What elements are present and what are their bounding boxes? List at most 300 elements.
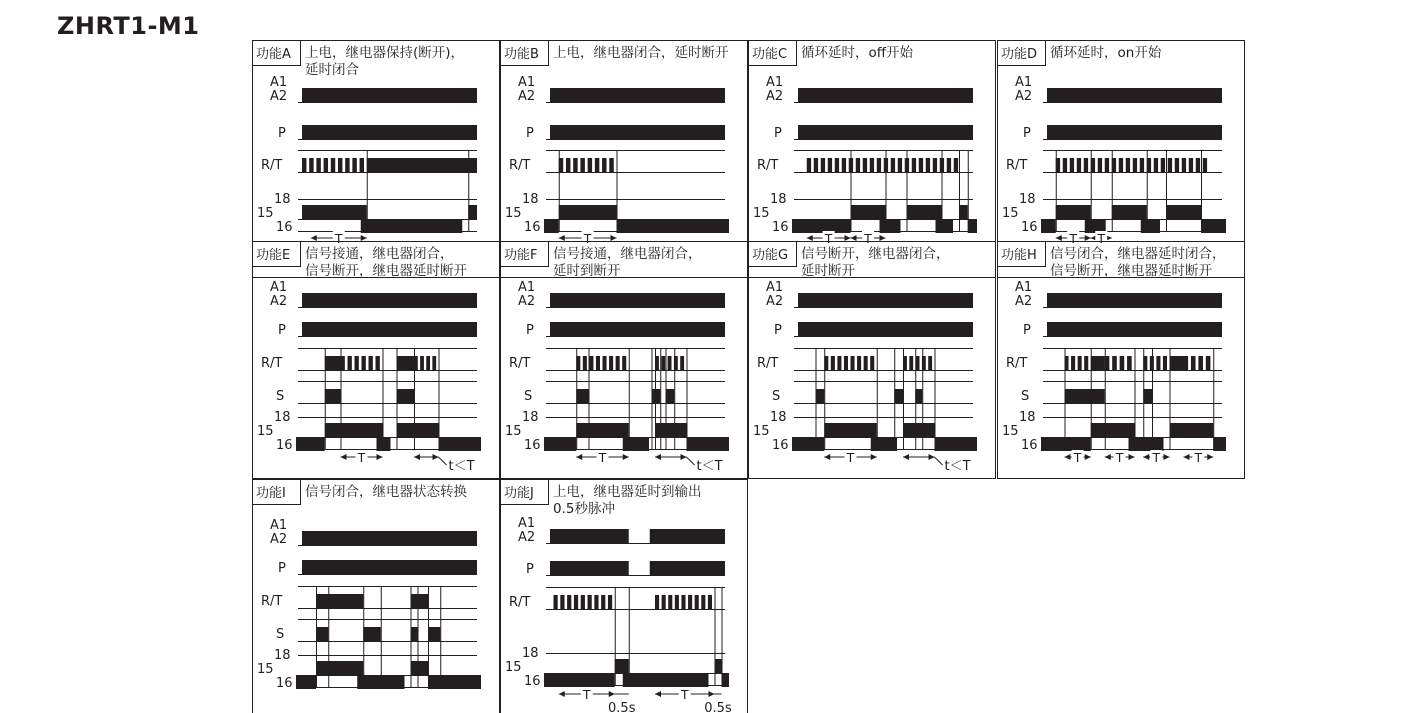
rt-blink-mark bbox=[302, 158, 306, 172]
rt-blink-mark bbox=[1161, 158, 1165, 172]
panel-i bbox=[253, 480, 500, 713]
rt-blink-mark bbox=[909, 356, 913, 370]
leader-line bbox=[439, 457, 447, 465]
function-label-box bbox=[253, 480, 301, 505]
function-label: 功能G bbox=[752, 248, 789, 263]
rt-blink-mark bbox=[675, 595, 679, 609]
rt-blink-mark bbox=[1203, 158, 1207, 172]
signal-label-a2: A2 bbox=[270, 294, 288, 309]
contact-16-bar bbox=[935, 437, 978, 451]
contact-16-bar bbox=[428, 675, 481, 689]
signal-label-p: P bbox=[526, 126, 534, 141]
signal-label-p: P bbox=[774, 323, 782, 338]
contact-16-bar bbox=[871, 437, 897, 451]
signal-s-bar bbox=[363, 627, 381, 641]
rt-blink-mark bbox=[844, 356, 848, 370]
rt-blink-mark bbox=[856, 158, 860, 172]
rt-blink-mark bbox=[807, 158, 811, 172]
power-bar bbox=[550, 561, 629, 575]
rt-on-bar bbox=[1170, 356, 1184, 370]
signal-label-rt: R/T bbox=[1006, 158, 1028, 173]
rt-blink-mark bbox=[602, 158, 606, 172]
contact-16-bar bbox=[880, 219, 901, 233]
signal-s-bar bbox=[325, 389, 341, 403]
rt-on-bar bbox=[397, 356, 415, 370]
rt-blink-mark bbox=[680, 356, 684, 370]
function-label: 功能D bbox=[1001, 47, 1038, 62]
rt-blink-mark bbox=[609, 158, 613, 172]
timing-label-t: T bbox=[598, 450, 607, 465]
contact-label-18: 18 bbox=[274, 192, 291, 207]
function-label: 功能E bbox=[256, 248, 291, 263]
rt-blink-mark bbox=[345, 158, 349, 172]
contact-16-bar bbox=[1201, 219, 1226, 233]
signal-label-s: S bbox=[276, 627, 285, 642]
rt-blink-mark bbox=[681, 595, 685, 609]
rt-blink-mark bbox=[376, 356, 380, 370]
contact-label-18: 18 bbox=[522, 410, 539, 425]
rt-blink-mark bbox=[420, 356, 424, 370]
timing-label-t: T bbox=[680, 687, 689, 702]
contact-label-15: 15 bbox=[505, 660, 522, 675]
contact-18-bar bbox=[1166, 205, 1201, 219]
contact-16-bar bbox=[968, 219, 977, 233]
power-bar bbox=[302, 88, 477, 102]
signal-label-a2: A2 bbox=[518, 89, 536, 104]
contact-label-16: 16 bbox=[276, 220, 293, 235]
power-bar bbox=[302, 125, 477, 139]
contact-18-bar bbox=[715, 659, 722, 673]
contact-label-15: 15 bbox=[1002, 206, 1019, 221]
contact-16-bar bbox=[544, 437, 576, 451]
contact-16-bar bbox=[617, 219, 730, 233]
rt-blink-mark bbox=[891, 158, 895, 172]
contact-16-bar bbox=[544, 673, 615, 687]
signal-label-a2: A2 bbox=[1015, 294, 1033, 309]
contact-16-bar bbox=[361, 219, 463, 233]
contact-label-15: 15 bbox=[505, 424, 522, 439]
signal-label-a2: A2 bbox=[270, 89, 288, 104]
contact-16-bar bbox=[1129, 437, 1164, 451]
rt-blink-mark bbox=[580, 158, 584, 172]
signal-s-bar bbox=[397, 389, 415, 403]
rt-blink-mark bbox=[331, 158, 335, 172]
contact-label-15: 15 bbox=[1002, 424, 1019, 439]
signal-s-bar bbox=[411, 627, 418, 641]
rt-blink-mark bbox=[835, 158, 839, 172]
function-label: 功能C bbox=[752, 47, 788, 62]
signal-label-a1: A1 bbox=[270, 75, 288, 90]
rt-blink-mark bbox=[554, 595, 558, 609]
contact-label-16: 16 bbox=[524, 674, 541, 689]
contact-16-bar bbox=[792, 219, 851, 233]
function-description: 信号接通，继电器闭合， bbox=[305, 246, 454, 262]
function-description: 信号闭合，继电器状态转换 bbox=[305, 484, 467, 500]
timing-label-t-lt-t: t＜T bbox=[696, 459, 723, 474]
signal-s-bar bbox=[666, 389, 675, 403]
signal-label-rt: R/T bbox=[261, 158, 283, 173]
signal-label-a1: A1 bbox=[270, 518, 288, 533]
rt-blink-mark bbox=[1126, 158, 1130, 172]
signal-label-p: P bbox=[1023, 126, 1031, 141]
contact-label-18: 18 bbox=[274, 410, 291, 425]
function-description: 上电，继电器延时到输出 bbox=[553, 484, 702, 500]
rt-blink-mark bbox=[316, 158, 320, 172]
leader-line bbox=[935, 457, 943, 465]
rt-blink-mark bbox=[352, 158, 356, 172]
rt-blink-mark bbox=[1150, 356, 1154, 370]
rt-blink-mark bbox=[814, 158, 818, 172]
contact-label-18: 18 bbox=[522, 192, 539, 207]
rt-blink-mark bbox=[1084, 158, 1088, 172]
contact-16-bar bbox=[623, 673, 709, 687]
timing-label-t: T bbox=[1069, 231, 1078, 246]
function-description: 上电，继电器保持(断开)， bbox=[305, 45, 465, 61]
signal-label-s: S bbox=[524, 389, 533, 404]
contact-18-bar bbox=[576, 423, 629, 437]
rt-blink-mark bbox=[594, 595, 598, 609]
signal-label-rt: R/T bbox=[509, 158, 531, 173]
contact-16-bar bbox=[722, 673, 730, 687]
rt-blink-mark bbox=[309, 158, 313, 172]
rt-blink-mark bbox=[1127, 356, 1132, 370]
signal-label-rt: R/T bbox=[757, 356, 779, 371]
function-description: 循环延时，off开始 bbox=[801, 45, 914, 61]
power-bar bbox=[550, 293, 725, 307]
contact-label-15: 15 bbox=[753, 424, 770, 439]
power-bar bbox=[650, 529, 725, 543]
function-label: 功能F bbox=[504, 248, 538, 263]
signal-label-s: S bbox=[276, 389, 285, 404]
contact-16-bar bbox=[439, 437, 482, 451]
rt-blink-mark bbox=[560, 595, 564, 609]
signal-label-a1: A1 bbox=[1015, 75, 1033, 90]
signal-label-p: P bbox=[278, 561, 286, 576]
contact-18-bar bbox=[411, 661, 429, 675]
contact-label-18: 18 bbox=[1019, 192, 1036, 207]
panel-j bbox=[501, 480, 748, 713]
rt-blink-mark bbox=[360, 158, 364, 172]
contact-label-18: 18 bbox=[770, 192, 787, 207]
contact-label-16: 16 bbox=[1021, 438, 1038, 453]
rt-blink-mark bbox=[933, 158, 937, 172]
rt-blink-mark bbox=[661, 356, 665, 370]
power-bar bbox=[1047, 125, 1222, 139]
rt-blink-mark bbox=[851, 356, 855, 370]
contact-label-16: 16 bbox=[524, 220, 541, 235]
timing-label-t: T bbox=[846, 450, 855, 465]
signal-label-a1: A1 bbox=[766, 75, 784, 90]
contact-16-bar bbox=[1141, 219, 1160, 233]
rt-blink-mark bbox=[324, 158, 328, 172]
rt-blink-mark bbox=[616, 356, 620, 370]
rt-blink-mark bbox=[1184, 356, 1189, 370]
power-bar bbox=[550, 88, 725, 102]
signal-s-bar bbox=[316, 627, 328, 641]
signal-label-a2: A2 bbox=[518, 530, 536, 545]
function-description: 延时断开 bbox=[801, 263, 855, 279]
timing-label-t-lt-t: t＜T bbox=[448, 459, 475, 474]
rt-blink-mark bbox=[842, 158, 846, 172]
rt-blink-mark bbox=[864, 356, 868, 370]
signal-label-rt: R/T bbox=[261, 356, 283, 371]
rt-blink-mark bbox=[1198, 356, 1203, 370]
contact-18-bar bbox=[325, 423, 383, 437]
rt-blink-mark bbox=[870, 158, 874, 172]
rt-blink-mark bbox=[1168, 158, 1172, 172]
rt-blink-mark bbox=[601, 595, 605, 609]
function-description: 循环延时，on开始 bbox=[1050, 45, 1162, 61]
rt-blink-mark bbox=[574, 595, 578, 609]
signal-label-rt: R/T bbox=[261, 594, 283, 609]
timing-label-t: T bbox=[583, 231, 592, 246]
contact-label-15: 15 bbox=[753, 206, 770, 221]
rt-blink-mark bbox=[1077, 158, 1081, 172]
signal-label-a1: A1 bbox=[518, 75, 536, 90]
timing-label-t: T bbox=[1073, 450, 1082, 465]
signal-label-a2: A2 bbox=[518, 294, 536, 309]
rt-blink-mark bbox=[947, 158, 951, 172]
contact-label-18: 18 bbox=[522, 646, 539, 661]
rt-blink-mark bbox=[863, 158, 867, 172]
rt-blink-mark bbox=[596, 356, 600, 370]
rt-blink-mark bbox=[369, 356, 373, 370]
contact-label-16: 16 bbox=[524, 438, 541, 453]
power-bar bbox=[1047, 322, 1222, 336]
signal-label-p: P bbox=[278, 323, 286, 338]
rt-blink-mark bbox=[595, 158, 599, 172]
rt-blink-mark bbox=[1070, 158, 1074, 172]
contact-18-bar bbox=[559, 205, 617, 219]
contact-18-bar bbox=[468, 205, 477, 219]
rt-blink-mark bbox=[567, 595, 571, 609]
signal-label-a2: A2 bbox=[766, 294, 784, 309]
contact-18-bar bbox=[615, 659, 629, 673]
rt-blink-mark bbox=[695, 595, 699, 609]
signal-label-rt: R/T bbox=[509, 356, 531, 371]
rt-blink-mark bbox=[588, 595, 592, 609]
function-label-box bbox=[501, 480, 549, 505]
signal-label-s: S bbox=[1021, 389, 1030, 404]
function-label-box bbox=[501, 242, 549, 267]
rt-blink-mark bbox=[588, 158, 592, 172]
rt-blink-mark bbox=[1071, 356, 1075, 370]
timing-label-pulse: 0.5s bbox=[608, 701, 636, 713]
contact-16-bar bbox=[936, 219, 954, 233]
rt-blink-mark bbox=[912, 158, 916, 172]
rt-blink-mark bbox=[831, 356, 835, 370]
rt-blink-mark bbox=[954, 158, 958, 172]
power-bar bbox=[650, 561, 725, 575]
function-description: 0.5秒脉冲 bbox=[553, 501, 615, 517]
rt-blink-mark bbox=[870, 356, 874, 370]
rt-blink-mark bbox=[362, 356, 366, 370]
function-label: 功能A bbox=[256, 47, 291, 62]
rt-blink-mark bbox=[1156, 356, 1160, 370]
contact-label-16: 16 bbox=[276, 676, 293, 691]
signal-label-rt: R/T bbox=[509, 595, 531, 610]
contact-18-bar bbox=[1112, 205, 1147, 219]
page-title: ZHRT1-M1 bbox=[57, 12, 200, 40]
rt-blink-mark bbox=[1063, 158, 1067, 172]
rt-blink-mark bbox=[877, 158, 881, 172]
rt-blink-mark bbox=[355, 356, 359, 370]
rt-blink-mark bbox=[1163, 356, 1167, 370]
timing-label-t: T bbox=[864, 231, 872, 246]
function-label: 功能I bbox=[256, 486, 286, 501]
power-bar bbox=[798, 88, 973, 102]
rt-blink-mark bbox=[1175, 158, 1179, 172]
timing-label-t: T bbox=[1152, 450, 1161, 465]
rt-blink-mark bbox=[821, 158, 825, 172]
timing-label-t: T bbox=[1194, 450, 1203, 465]
rt-on-bar bbox=[411, 594, 429, 608]
contact-18-bar bbox=[397, 423, 439, 437]
contact-label-16: 16 bbox=[772, 438, 789, 453]
rt-blink-mark bbox=[668, 595, 672, 609]
signal-label-s: S bbox=[772, 389, 781, 404]
power-bar bbox=[1047, 293, 1222, 307]
signal-label-a1: A1 bbox=[766, 280, 784, 295]
signal-label-p: P bbox=[774, 126, 782, 141]
function-description: 延时闭合 bbox=[305, 62, 359, 78]
function-description: 信号断开，继电器闭合， bbox=[801, 246, 950, 262]
signal-s-bar bbox=[1143, 389, 1152, 403]
power-bar bbox=[302, 531, 477, 545]
rt-blink-mark bbox=[348, 356, 352, 370]
signal-label-rt: R/T bbox=[757, 158, 779, 173]
power-bar bbox=[550, 125, 725, 139]
contact-label-15: 15 bbox=[257, 206, 274, 221]
function-description: 延时到断开 bbox=[553, 263, 621, 279]
signal-label-rt: R/T bbox=[1006, 356, 1028, 371]
signal-label-a1: A1 bbox=[518, 516, 536, 531]
function-description: 信号闭合，继电器延时闭合， bbox=[1050, 246, 1226, 262]
function-description: 信号接通，继电器闭合， bbox=[553, 246, 702, 262]
rt-blink-mark bbox=[1191, 356, 1196, 370]
signal-label-p: P bbox=[1023, 323, 1031, 338]
power-bar bbox=[1047, 88, 1222, 102]
timing-label-t: T bbox=[1097, 231, 1106, 246]
rt-blink-mark bbox=[926, 158, 930, 172]
rt-blink-mark bbox=[603, 356, 607, 370]
rt-blink-mark bbox=[701, 595, 705, 609]
rt-blink-mark bbox=[609, 356, 613, 370]
function-label-box bbox=[253, 41, 301, 66]
contact-16-bar bbox=[296, 675, 316, 689]
power-bar bbox=[798, 293, 973, 307]
contact-label-18: 18 bbox=[770, 410, 787, 425]
contact-label-15: 15 bbox=[505, 206, 522, 221]
function-label: 功能B bbox=[504, 47, 539, 62]
rt-blink-mark bbox=[426, 356, 430, 370]
timing-label-t-lt-t: t＜T bbox=[944, 459, 971, 474]
rt-blink-mark bbox=[1119, 158, 1123, 172]
rt-blink-mark bbox=[1140, 158, 1144, 172]
signal-label-a1: A1 bbox=[270, 280, 288, 295]
contact-18-bar bbox=[851, 205, 886, 219]
leader-line bbox=[687, 457, 695, 465]
rt-on-bar bbox=[325, 356, 341, 370]
contact-18-bar bbox=[302, 205, 367, 219]
power-bar bbox=[550, 322, 725, 336]
contact-18-bar bbox=[907, 205, 942, 219]
signal-label-a1: A1 bbox=[1015, 280, 1033, 295]
rt-blink-mark bbox=[668, 356, 672, 370]
signal-label-a2: A2 bbox=[1015, 89, 1033, 104]
rt-blink-mark bbox=[1112, 356, 1117, 370]
power-bar bbox=[302, 293, 477, 307]
signal-label-p: P bbox=[526, 323, 534, 338]
rt-on-bar bbox=[367, 158, 477, 172]
contact-label-18: 18 bbox=[1019, 410, 1036, 425]
rt-blink-mark bbox=[566, 158, 570, 172]
function-label: 功能H bbox=[1001, 248, 1037, 263]
signal-s-bar bbox=[1065, 389, 1105, 403]
signal-s-bar bbox=[428, 627, 440, 641]
contact-18-bar bbox=[903, 423, 935, 437]
contact-label-15: 15 bbox=[257, 424, 274, 439]
rt-blink-mark bbox=[583, 356, 587, 370]
power-bar bbox=[550, 529, 629, 543]
rt-blink-mark bbox=[573, 158, 577, 172]
contact-label-16: 16 bbox=[772, 220, 789, 235]
rt-blink-mark bbox=[589, 356, 593, 370]
contact-16-bar bbox=[792, 437, 824, 451]
contact-16-bar bbox=[687, 437, 730, 451]
rt-on-bar bbox=[316, 594, 363, 608]
rt-blink-mark bbox=[432, 356, 436, 370]
rt-blink-mark bbox=[622, 356, 626, 370]
rt-blink-mark bbox=[688, 595, 692, 609]
contact-16-bar bbox=[1041, 219, 1056, 233]
function-label: 功能J bbox=[504, 486, 534, 501]
contact-18-bar bbox=[655, 423, 687, 437]
function-label-box bbox=[501, 41, 549, 66]
contact-label-16: 16 bbox=[276, 438, 293, 453]
function-description: 上电，继电器闭合，延时断开 bbox=[553, 45, 729, 61]
rt-blink-mark bbox=[919, 158, 923, 172]
timing-label-t: T bbox=[824, 231, 833, 246]
signal-s-bar bbox=[894, 389, 903, 403]
rt-blink-mark bbox=[1120, 356, 1125, 370]
rt-blink-mark bbox=[928, 356, 932, 370]
signal-s-bar bbox=[915, 389, 922, 403]
rt-blink-mark bbox=[1133, 158, 1137, 172]
function-description: 信号断开，继电器延时断开 bbox=[1050, 263, 1212, 279]
contact-18-bar bbox=[316, 661, 363, 675]
timing-label-t: T bbox=[357, 450, 366, 465]
function-label-box bbox=[749, 41, 797, 66]
rt-blink-mark bbox=[1098, 158, 1102, 172]
contact-18-bar bbox=[1091, 423, 1135, 437]
timing-label-t: T bbox=[334, 231, 343, 246]
contact-label-18: 18 bbox=[274, 648, 291, 663]
function-label-box bbox=[253, 242, 301, 267]
rt-blink-mark bbox=[338, 158, 342, 172]
rt-blink-mark bbox=[898, 158, 902, 172]
function-description: 信号断开，继电器延时断开 bbox=[305, 263, 467, 279]
contact-16-bar bbox=[1041, 437, 1091, 451]
rt-blink-mark bbox=[837, 356, 841, 370]
rt-blink-mark bbox=[708, 595, 712, 609]
rt-blink-mark bbox=[1084, 356, 1088, 370]
rt-blink-mark bbox=[1206, 356, 1211, 370]
timing-label-pulse: 0.5s bbox=[704, 701, 732, 713]
function-label-box bbox=[749, 242, 797, 267]
rt-blink-mark bbox=[581, 595, 585, 609]
signal-s-bar bbox=[816, 389, 825, 403]
